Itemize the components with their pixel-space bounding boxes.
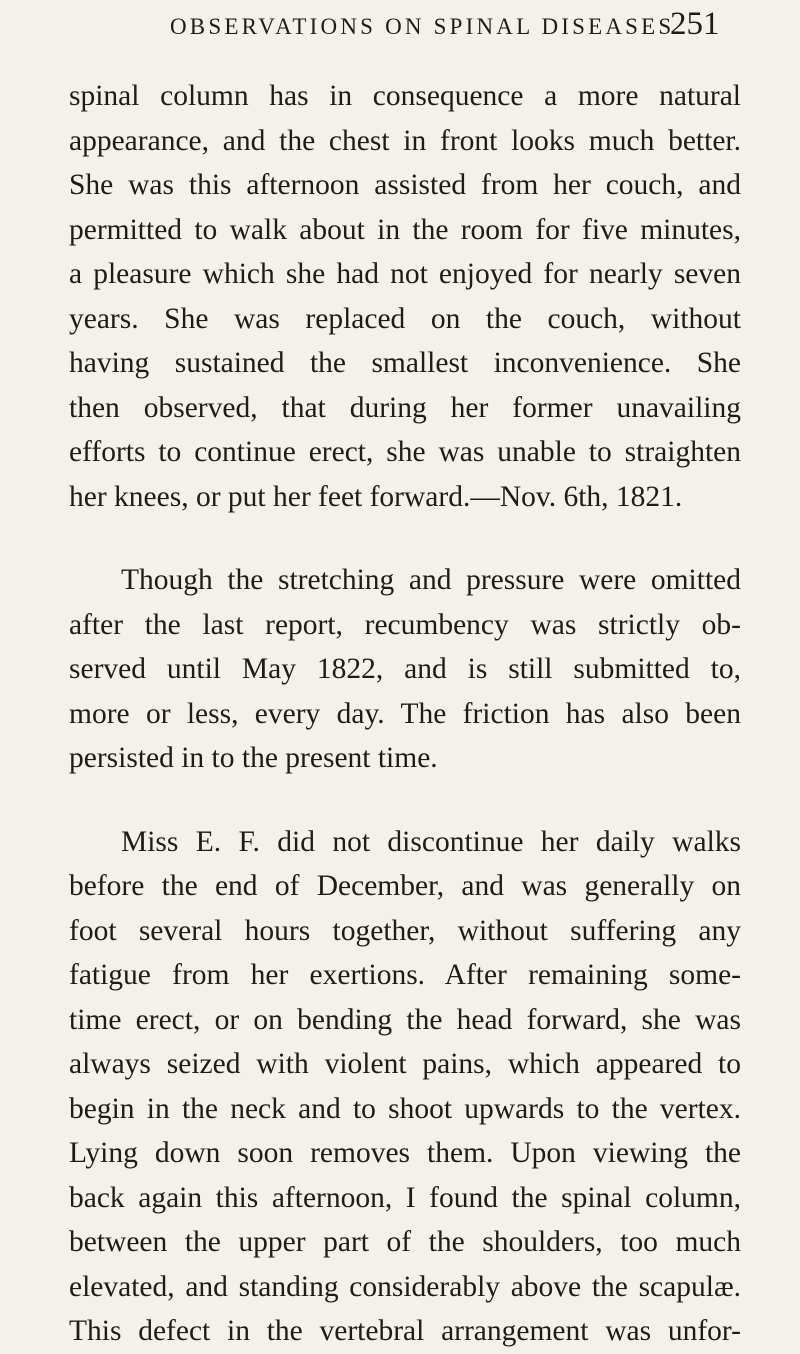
text-line: after the last report, recumbency was strictly ob- xyxy=(69,608,741,641)
page-number: 251 xyxy=(670,6,720,42)
text-line: more or less, every day. The friction has also been xyxy=(69,697,741,730)
text-line: foot several hours together, without suffering any xyxy=(69,914,741,947)
text-line: time erect, or on bending the head forward, she was xyxy=(69,1003,741,1036)
text-line: fatigue from her exertions. After remaining some- xyxy=(69,959,741,991)
text-line: then observed, that during her former unavailing xyxy=(69,391,741,424)
text-line: permitted to walk about in the room for five minutes, xyxy=(69,213,741,246)
text-line: Lying down soon removes them. Upon viewing the xyxy=(69,1137,741,1169)
paragraph-gap xyxy=(69,519,741,558)
text-line: a pleasure which she had not enjoyed for nearly seven xyxy=(69,258,741,290)
text-line: back again this afternoon, I found the spinal column, xyxy=(69,1181,741,1214)
text-line: persisted in to the present time. xyxy=(69,742,438,774)
paragraph-gap xyxy=(69,781,741,820)
running-head: OBSERVATIONS ON SPINAL DISEASES. xyxy=(170,14,684,39)
text-line: efforts to continue erect, she was unable to straighten xyxy=(69,436,741,468)
text-line: spinal column has in consequence a more natural xyxy=(69,80,741,112)
text-line: her knees, or put her feet forward.—Nov. 6th, 1821. xyxy=(69,480,683,513)
text-line: Miss E. F. did not discontinue her daily walks xyxy=(121,825,741,858)
text-line: This defect in the vertebral arrangement was unfor- xyxy=(69,1315,741,1347)
paragraph-3 xyxy=(69,820,741,1354)
text-line: before the end of December, and was generally on xyxy=(69,870,741,902)
text-line: years. She was replaced on the couch, without xyxy=(69,302,741,335)
text-line: served until May 1822, and is still submitted to, xyxy=(69,653,741,685)
text-line: having sustained the smallest inconvenience. She xyxy=(69,347,741,379)
body-text xyxy=(69,74,741,1354)
text-line: Though the stretching and pressure were omitted xyxy=(121,564,741,596)
text-line: appearance, and the chest in front looks much better. xyxy=(69,124,741,157)
text-line: She was this afternoon assisted from her couch, and xyxy=(69,169,741,201)
text-line: begin in the neck and to shoot upwards to the vertex. xyxy=(69,1092,741,1125)
text-line: always seized with violent pains, which appeared to xyxy=(69,1048,741,1080)
text-line: between the upper part of the shoulders, too much xyxy=(69,1226,741,1258)
paragraph-2 xyxy=(69,558,741,781)
text-line: elevated, and standing considerably above the scapulæ. xyxy=(69,1270,741,1303)
paragraph-1 xyxy=(69,74,741,519)
